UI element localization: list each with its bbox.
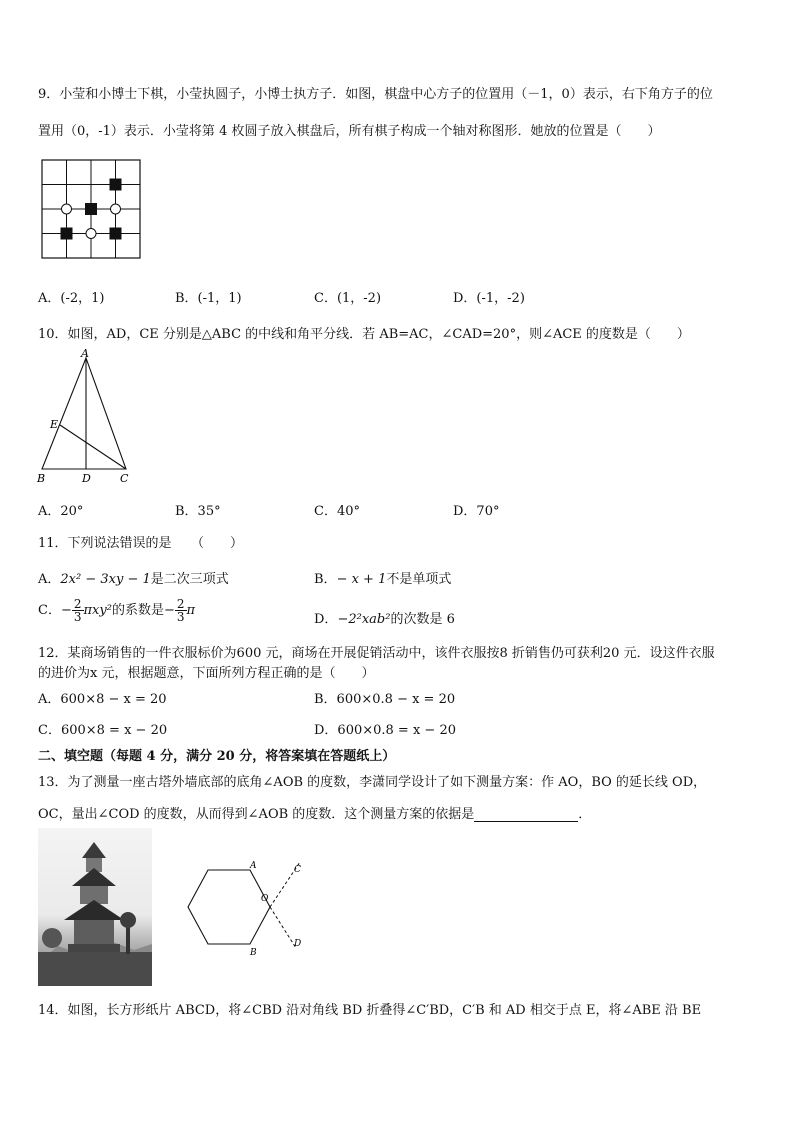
square-piece [85, 203, 97, 215]
q9-option-b[interactable]: B．(-1，1) [175, 291, 242, 306]
square-piece [110, 179, 122, 191]
section-heading: 二、填空题（每题 4 分，满分 20 分，将答案填在答题纸上） [38, 749, 396, 764]
q10-text: 10．如图，AD，CE 分别是△ABC 的中线和角平分线．若 AB=AC，∠CAD=20°，则∠ACE 的度数是（ ） [38, 327, 690, 342]
q11-option-a[interactable]: A．2x² − 3xy − 1是二次三项式 [38, 572, 229, 587]
label-c: C [294, 865, 301, 875]
label-c: C [120, 472, 129, 485]
q12-option-d[interactable]: D．600×0.8 = x − 20 [314, 723, 456, 738]
chessboard-figure [40, 158, 144, 262]
q12-option-c[interactable]: C．600×8 = x − 20 [38, 723, 168, 738]
q9-option-c[interactable]: C．(1，-2) [314, 291, 382, 306]
q10-option-c[interactable]: C．40° [314, 504, 360, 519]
label-e: E [50, 418, 59, 431]
circle-piece [86, 229, 96, 239]
label-a: A [250, 861, 257, 871]
label-b: B [250, 948, 257, 958]
q10-option-a[interactable]: A．20° [38, 504, 84, 519]
label-b: B [37, 472, 46, 485]
label-a: A [81, 347, 89, 360]
label-o: O [261, 894, 269, 904]
q11-option-b[interactable]: B．− x + 1不是单项式 [314, 572, 452, 587]
q11-text: 11．下列说法错误的是 （ ） [38, 536, 244, 551]
q10-option-b[interactable]: B．35° [175, 504, 221, 519]
q10-option-d[interactable]: D．70° [453, 504, 500, 519]
answer-blank[interactable] [474, 809, 578, 822]
q9-line1: 9．小莹和小博士下棋，小莹执圆子，小博士执方子．如图，棋盘中心方子的位置用（－1，0）表示，右下角方子的位 [38, 87, 713, 102]
circle-piece [111, 204, 121, 214]
q12-option-b[interactable]: B．600×0.8 − x = 20 [314, 692, 456, 707]
hexagon-angle-figure [180, 856, 310, 960]
q9-option-a[interactable]: A．(-2，1) [38, 291, 105, 306]
label-d: D [82, 472, 91, 485]
q11-option-d[interactable]: D．−2²xab²的次数是 6 [314, 612, 455, 627]
pagoda-photo [38, 828, 152, 986]
q12-option-a[interactable]: A．600×8 − x = 20 [38, 692, 167, 707]
square-piece [110, 228, 122, 240]
q9-option-d[interactable]: D．(-1，-2) [453, 291, 525, 306]
circle-piece [62, 204, 72, 214]
q13-line1: 13．为了测量一座古塔外墙底部的底角∠AOB 的度数，李潇同学设计了如下测量方案：作 AO，BO 的延长线 OD， [38, 775, 707, 790]
q13-line2: OC，量出∠COD 的度数，从而得到∠AOB 的度数．这个测量方案的依据是 ． [38, 807, 592, 822]
q14-text: 14．如图，长方形纸片 ABCD，将∠CBD 沿对角线 BD 折叠得∠C′BD，C′B 和 AD 相交于点 E，将∠ABE 沿 BE [38, 1003, 702, 1018]
triangle-abc-figure [34, 346, 134, 486]
label-d: D [294, 939, 302, 949]
q12-line1: 12．某商场销售的一件衣服标价为600 元，商场在开展促销活动中，该件衣服按8 折销售仍可获利20 元．设这件衣服 [38, 646, 715, 661]
q9-line2: 置用（0，-1）表示．小莹将第 4 枚圆子放入棋盘后，所有棋子构成一个轴对称图形．她放的位置是（ ） [38, 124, 661, 139]
q11-option-c[interactable]: C．− $\frac{2}{3}$ πxy²的系数是− $\frac{2}{3}$ π [38, 597, 196, 624]
square-piece [61, 228, 73, 240]
q12-line2: 的进价为x 元，根据题意，下面所列方程正确的是（ ） [38, 666, 375, 681]
